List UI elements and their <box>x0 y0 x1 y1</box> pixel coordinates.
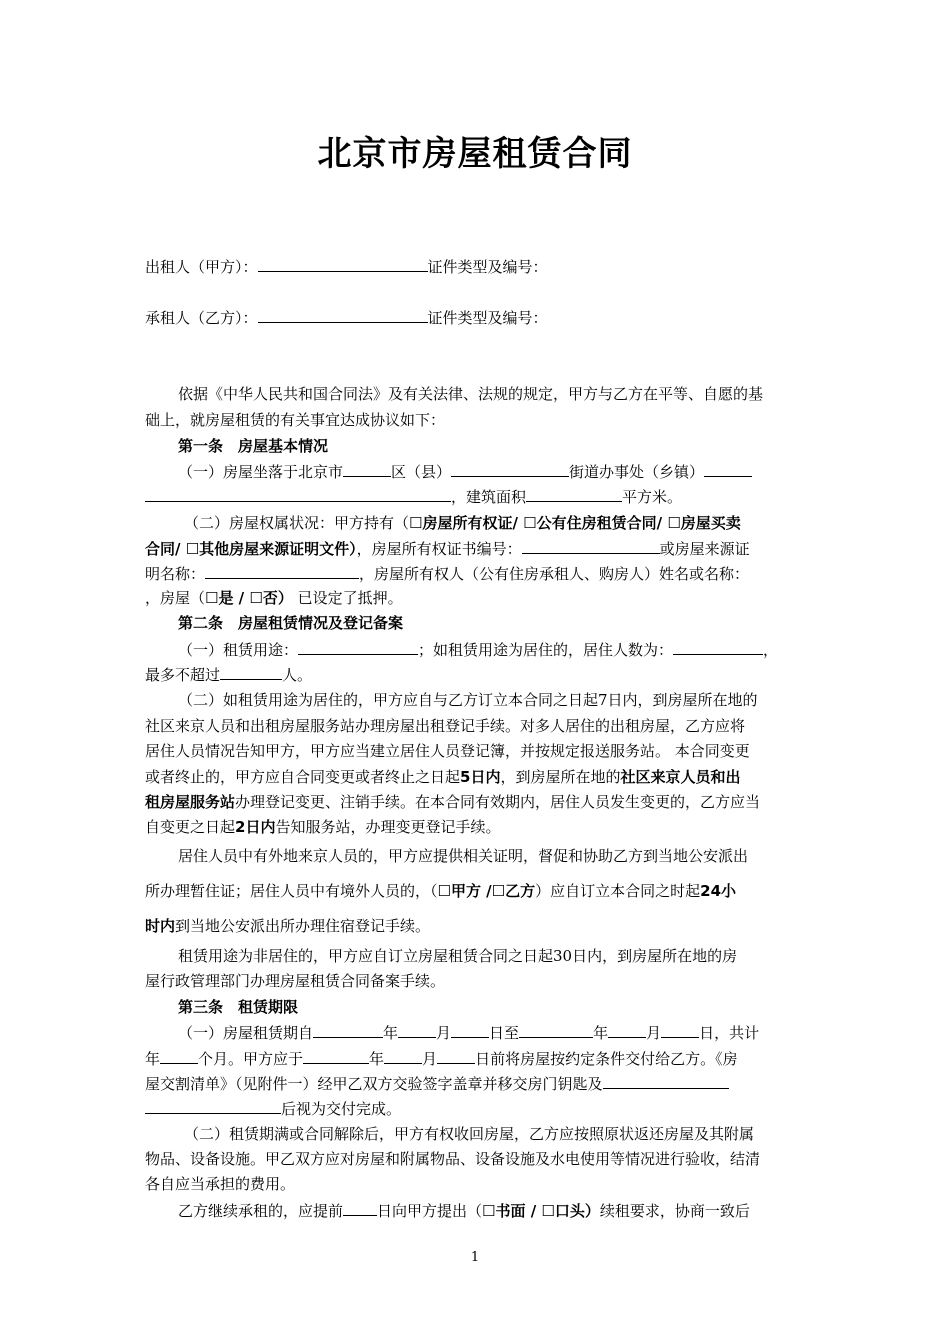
max-residents-blank[interactable] <box>220 664 282 680</box>
text: 最多不超过 <box>145 666 221 684</box>
keys-blank-cont[interactable] <box>145 1098 281 1114</box>
text: （二）房屋权属状况：甲方持有（ <box>184 514 410 532</box>
text: 月 <box>422 1050 438 1068</box>
text: 年 <box>145 1050 161 1068</box>
party-a-id-label: 证件类型及编号： <box>427 258 548 276</box>
bold-text: 社区来京人员和出 <box>620 768 741 786</box>
article-2-para-2-line-5 <box>145 792 760 812</box>
end-month-blank[interactable] <box>608 1022 646 1038</box>
street-blank[interactable] <box>451 461 569 477</box>
source-name-blank[interactable] <box>205 563 359 579</box>
text: ，到房屋所在地的 <box>500 768 621 786</box>
party-b-line <box>145 307 548 328</box>
article-1-heading: 第一条 房屋基本情况 <box>178 437 329 455</box>
bold-text: 时内 <box>145 917 176 935</box>
deliver-year-blank[interactable] <box>303 1048 369 1064</box>
text: ，房屋所有权人（公有住房承租人、购房人）姓名或名称： <box>359 565 750 583</box>
text: 平方米。 <box>622 488 683 506</box>
party-a-label: 出租人（甲方）： <box>145 258 258 276</box>
text: 日向甲方提出（ <box>377 1202 483 1220</box>
end-day-blank[interactable] <box>661 1022 699 1038</box>
page-number: 1 <box>470 1250 480 1265</box>
article-2-para-2-line-3: 居住人员情况告知甲方，甲方应当建立居住人员登记簿，并按规定报送服务站。 本合同变更 <box>145 742 750 760</box>
party-options[interactable]: ☐甲方 /☐乙方 <box>437 882 536 900</box>
article-2-para-2-line-4 <box>145 767 740 787</box>
end-year-blank[interactable] <box>519 1022 593 1038</box>
text: 后视为交付完成。 <box>281 1100 402 1118</box>
text: 到当地公安派出所办理住宿登记手续。 <box>175 917 431 935</box>
keys-blank[interactable] <box>603 1073 729 1089</box>
party-a-blank[interactable] <box>258 256 428 272</box>
document-title: 北京市房屋租赁合同 <box>317 134 633 174</box>
text: 年 <box>593 1024 609 1042</box>
article-3-para-1-line-3 <box>145 1073 729 1094</box>
text: 明名称： <box>145 565 206 583</box>
article-3-heading: 第三条 租赁期限 <box>178 998 299 1016</box>
article-3-para-2-line-1: （二）租赁期满或合同解除后，甲方有权收回房屋，乙方应按照原状返还房屋及其附属 <box>184 1125 755 1143</box>
article-2-para-1-line-1 <box>178 639 778 660</box>
article-1-para-1-line-2 <box>145 486 682 507</box>
text: 日，共计 <box>699 1024 760 1042</box>
text: （一）租赁用途： <box>178 641 299 659</box>
text: 月 <box>646 1024 662 1042</box>
text: 或房屋来源证 <box>659 540 750 558</box>
article-2-para-2-line-2: 社区来京人员和出租房屋服务站办理房屋出租登记手续。对多人居住的出租房屋，乙方应将 <box>145 717 746 735</box>
party-b-id-label: 证件类型及编号： <box>427 309 548 327</box>
ownership-options[interactable]: ☐房屋所有权证/ ☐公有住房租赁合同/ ☐房屋买卖 <box>409 514 741 532</box>
text: ，房屋（ <box>145 589 206 607</box>
text: 办理登记变更、注销手续。在本合同有效期内，居住人员发生变更的，乙方应当 <box>235 793 761 811</box>
text: 区（县） <box>391 463 452 481</box>
text: 年 <box>383 1024 399 1042</box>
article-2-para-1-line-2 <box>145 664 312 685</box>
area-blank[interactable] <box>526 486 622 502</box>
article-3-para-2-line-3: 各自应当承担的费用。 <box>145 1175 296 1193</box>
deliver-month-blank[interactable] <box>384 1048 422 1064</box>
text: 年 <box>369 1050 385 1068</box>
intro-line-1: 依据《中华人民共和国合同法》及有关法律、法规的规定，甲方与乙方在平等、自愿的基 <box>178 385 764 403</box>
text: （一）房屋租赁期自 <box>178 1024 314 1042</box>
bold-text: 2日内 <box>235 818 276 836</box>
article-1-para-2-line-2 <box>145 538 750 559</box>
text: ，建筑面积 <box>451 488 527 506</box>
text: 或者终止的，甲方应自合同变更或者终止之日起 <box>145 768 461 786</box>
article-1-para-2-line-1 <box>184 513 741 533</box>
article-2-heading: 第二条 房屋租赁情况及登记备案 <box>178 614 404 632</box>
article-3-para-2-line-2: 物品、设备设施。甲乙双方应对房屋和附属物品、设备设施及水电使用等情况进行验收，结清 <box>145 1150 761 1168</box>
text: ；如租赁用途为居住的，居住人数为： <box>418 641 674 659</box>
article-2-para-4-line-2: 屋行政管理部门办理房屋租赁合同备案手续。 <box>145 972 446 990</box>
township-blank[interactable] <box>704 461 752 477</box>
text: 日至 <box>489 1024 520 1042</box>
district-blank[interactable] <box>343 461 391 477</box>
certificate-number-blank[interactable] <box>522 538 660 554</box>
bold-text: 租房屋服务站 <box>145 793 236 811</box>
article-2-para-3-line-1: 居住人员中有外地来京人员的，甲方应提供相关证明，督促和协助乙方到当地公安派出 <box>178 847 749 865</box>
ownership-options-cont[interactable]: 合同/ ☐其他房屋来源证明文件） <box>145 540 357 558</box>
article-1-para-2-line-4 <box>145 588 403 608</box>
party-b-blank[interactable] <box>258 307 428 323</box>
text: ，房屋所有权证书编号： <box>356 540 522 558</box>
article-3-para-1-line-2 <box>145 1048 738 1069</box>
term-months-blank[interactable] <box>160 1048 198 1064</box>
notice-method-options[interactable]: ☐书面 / ☐口头） <box>482 1202 600 1220</box>
text: 自变更之日起 <box>145 818 236 836</box>
article-3-para-3-line-1 <box>178 1200 750 1221</box>
text: 所办理暂住证；居住人员中有境外人员的，（ <box>145 882 438 900</box>
text: 已设定了抵押。 <box>297 589 403 607</box>
text: 人。 <box>282 666 313 684</box>
article-2-para-2-line-1: （二）如租赁用途为居住的，甲方应自与乙方订立本合同之日起7日内，到房屋所在地的 <box>178 691 758 709</box>
usage-blank[interactable] <box>298 639 418 655</box>
text: 屋交割清单》（见附件一）经甲乙双方交验签字盖章并移交房门钥匙及 <box>145 1075 603 1093</box>
text: 个月。甲方应于 <box>198 1050 304 1068</box>
mortgage-options[interactable]: ☐是 / ☐否） <box>205 589 293 607</box>
address-blank[interactable] <box>145 486 451 502</box>
intro-line-2: 础上，就房屋租赁的有关事宜达成协议如下： <box>145 411 446 429</box>
article-3-para-1-line-1 <box>178 1022 759 1043</box>
bold-text: 24小 <box>700 882 737 900</box>
text: 日前将房屋按约定条件交付给乙方。《房 <box>475 1050 738 1068</box>
party-a-line <box>145 256 548 277</box>
article-2-para-3-line-2 <box>145 881 736 901</box>
deliver-day-blank[interactable] <box>437 1048 475 1064</box>
text: ）应自订立本合同之时起 <box>535 882 701 900</box>
article-2-para-3-line-3 <box>145 916 430 936</box>
article-1-para-1-line-1 <box>178 461 752 482</box>
start-month-blank[interactable] <box>398 1022 436 1038</box>
article-1-para-2-line-3 <box>145 563 749 584</box>
notice-days-blank[interactable] <box>343 1200 377 1216</box>
text: （一）房屋坐落于北京市 <box>178 463 344 481</box>
article-3-para-1-line-4 <box>145 1098 401 1119</box>
article-2-para-4-line-1: 租赁用途为非居住的，甲方应自订立房屋租赁合同之日起30日内，到房屋所在地的房 <box>178 947 738 965</box>
text: 月 <box>436 1024 452 1042</box>
text: 告知服务站，办理变更登记手续。 <box>275 818 501 836</box>
party-b-label: 承租人（乙方）： <box>145 309 258 327</box>
start-year-blank[interactable] <box>313 1022 383 1038</box>
bold-text: 5日内 <box>460 768 501 786</box>
text: 街道办事处（乡镇） <box>569 463 705 481</box>
text: 乙方继续承租的，应提前 <box>178 1202 344 1220</box>
start-day-blank[interactable] <box>451 1022 489 1038</box>
residents-blank[interactable] <box>673 639 763 655</box>
article-2-para-2-line-6 <box>145 817 500 837</box>
text: 续租要求，协商一致后 <box>599 1202 750 1220</box>
text: ， <box>763 641 779 659</box>
